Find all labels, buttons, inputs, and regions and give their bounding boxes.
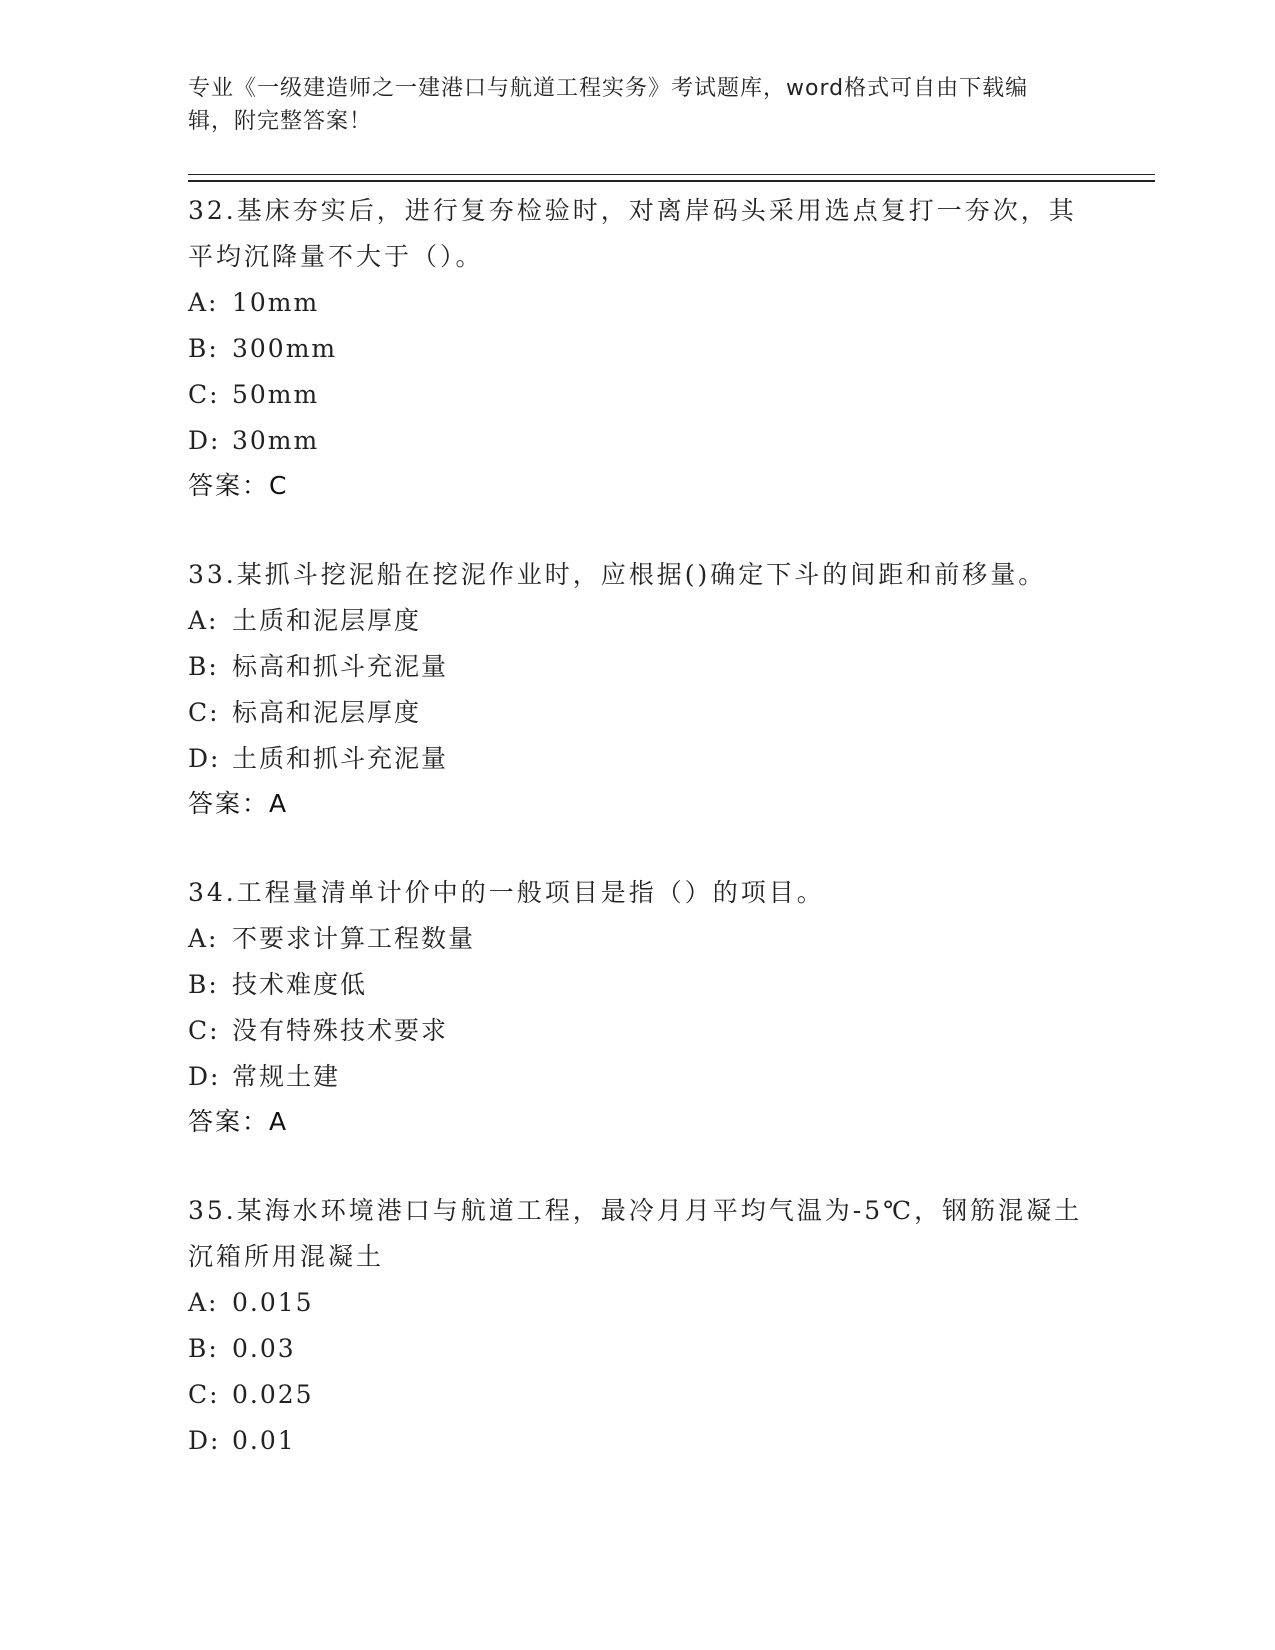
option-text: 10mm bbox=[232, 288, 320, 317]
option-text: 300mm bbox=[232, 334, 338, 363]
option-key: D: bbox=[188, 1426, 221, 1455]
option-d bbox=[188, 1418, 1088, 1464]
option-b bbox=[188, 644, 1088, 690]
answer-line: 答案：A bbox=[188, 789, 289, 818]
option-key: C: bbox=[188, 1016, 220, 1045]
option-key: A: bbox=[188, 1288, 219, 1317]
answer-line: 答案：A bbox=[188, 1107, 289, 1136]
option-a bbox=[188, 598, 1088, 644]
option-text: 标高和抓斗充泥量 bbox=[232, 652, 449, 681]
option-c bbox=[188, 690, 1088, 736]
option-key: B: bbox=[188, 334, 219, 363]
question-item bbox=[188, 552, 1088, 826]
header-divider-thick bbox=[188, 180, 1155, 182]
option-d bbox=[188, 736, 1088, 782]
document-header: 专业《一级建造师之一建港口与航道工程实务》考试题库，word格式可自由下载编辑，附完整答案！ bbox=[188, 76, 1029, 134]
option-key: A: bbox=[188, 924, 219, 953]
option-text: 0.015 bbox=[232, 1288, 314, 1317]
option-c bbox=[188, 1372, 1088, 1418]
option-text: 50mm bbox=[232, 380, 320, 409]
option-text: 没有特殊技术要求 bbox=[232, 1016, 449, 1045]
option-key: A: bbox=[188, 606, 219, 635]
option-d bbox=[188, 418, 1088, 464]
option-key: D: bbox=[188, 426, 221, 455]
question-stem: 33.某抓斗挖泥船在挖泥作业时，应根据()确定下斗的间距和前移量。 bbox=[188, 560, 1047, 589]
option-key: A: bbox=[188, 288, 219, 317]
option-key: B: bbox=[188, 652, 219, 681]
option-key: D: bbox=[188, 744, 221, 773]
option-key: D: bbox=[188, 1062, 221, 1091]
option-key: C: bbox=[188, 1380, 220, 1409]
question-item bbox=[188, 188, 1088, 508]
question-spacer bbox=[188, 826, 1088, 870]
option-a bbox=[188, 280, 1088, 326]
option-b bbox=[188, 1326, 1088, 1372]
question-stem: 34.工程量清单计价中的一般项目是指（）的项目。 bbox=[188, 878, 825, 907]
option-c bbox=[188, 372, 1088, 418]
question-list bbox=[188, 188, 1088, 1464]
option-key: B: bbox=[188, 1334, 219, 1363]
option-a bbox=[188, 916, 1088, 962]
question-item bbox=[188, 870, 1088, 1144]
option-text: 0.01 bbox=[232, 1426, 296, 1455]
option-text: 土质和抓斗充泥量 bbox=[232, 744, 449, 773]
question-stem: 35.某海水环境港口与航道工程，最冷月月平均气温为-5℃，钢筋混凝土沉箱所用混凝土 bbox=[188, 1196, 1083, 1271]
option-d bbox=[188, 1054, 1088, 1100]
option-key: C: bbox=[188, 380, 220, 409]
option-key: B: bbox=[188, 970, 219, 999]
option-text: 0.03 bbox=[232, 1334, 296, 1363]
question-stem: 32.基床夯实后，进行复夯检验时，对离岸码头采用选点复打一夯次，其平均沉降量不大于（）。 bbox=[188, 196, 1077, 271]
option-text: 30mm bbox=[232, 426, 320, 455]
option-b bbox=[188, 962, 1088, 1008]
option-text: 常规土建 bbox=[232, 1062, 341, 1091]
answer-line: 答案：C bbox=[188, 471, 289, 500]
option-text: 土质和泥层厚度 bbox=[232, 606, 422, 635]
header-divider-thin bbox=[188, 174, 1155, 175]
question-item bbox=[188, 1188, 1088, 1464]
option-text: 0.025 bbox=[232, 1380, 314, 1409]
question-spacer bbox=[188, 508, 1088, 552]
option-b bbox=[188, 326, 1088, 372]
option-a bbox=[188, 1280, 1088, 1326]
option-text: 技术难度低 bbox=[232, 970, 368, 999]
question-spacer bbox=[188, 1144, 1088, 1188]
option-text: 不要求计算工程数量 bbox=[232, 924, 476, 953]
option-key: C: bbox=[188, 698, 220, 727]
option-c bbox=[188, 1008, 1088, 1054]
option-text: 标高和泥层厚度 bbox=[232, 698, 422, 727]
